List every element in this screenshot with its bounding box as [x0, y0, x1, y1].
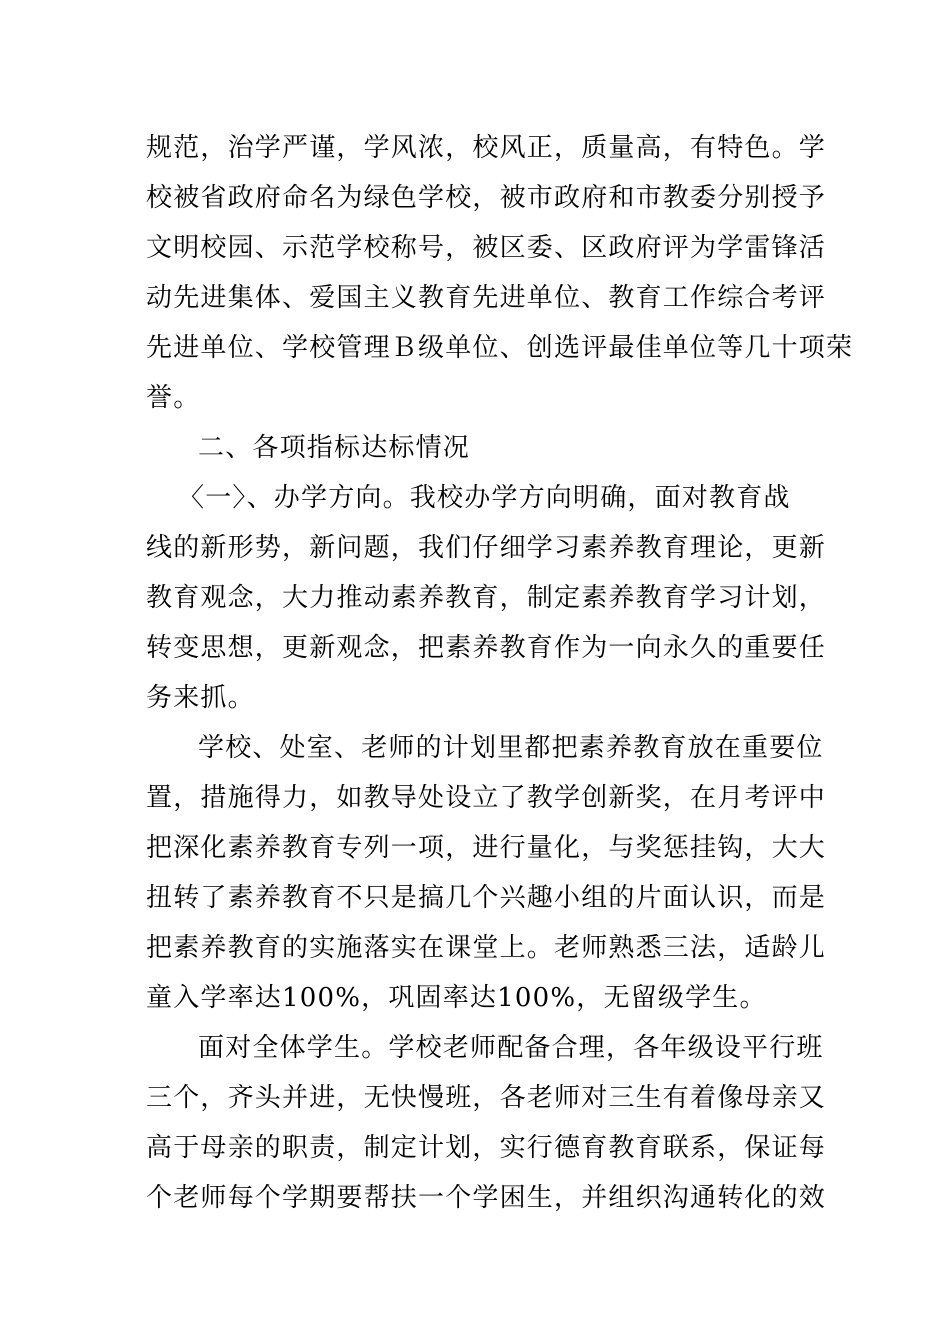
paragraph-3-line-4: 扭转了素养教育不只是搞几个兴趣小组的片面认识，而是 [146, 883, 827, 913]
paragraph-1-line-2: 校被省政府命名为绿色学校，被市政府和市教委分别授予 [146, 183, 827, 213]
paragraph-2-line-2: 线的新形势，新问题，我们仔细学习素养教育理论，更新 [146, 533, 827, 563]
section-heading-2: 二、各项指标达标情况 [198, 433, 471, 463]
paragraph-4-line-3: 高于母亲的职责，制定计划，实行德育教育联系，保证每 [146, 1133, 827, 1163]
paragraph-2-line-1: 〈一〉、办学方向。我校办学方向明确，面对教育战 [178, 483, 791, 513]
paragraph-1-line-3: 文明校园、示范学校称号，被区委、区政府评为学雷锋活 [146, 233, 827, 263]
paragraph-3-line-6: 童入学率达100%，巩固率达100%，无留级学生。 [146, 983, 767, 1013]
paragraph-1-line-1: 规范，治学严谨，学风浓，校风正，质量高，有特色。学 [146, 133, 827, 163]
paragraph-4-line-1: 面对全体学生。学校老师配备合理，各年级设平行班 [198, 1033, 824, 1063]
paragraph-3-line-2: 置，措施得力，如教导处设立了教学创新奖，在月考评中 [146, 783, 827, 813]
paragraph-4-line-4: 个老师每个学期要帮扶一个学困生，并组织沟通转化的效 [146, 1183, 827, 1213]
paragraph-4-line-2: 三个，齐头并进，无快慢班，各老师对三生有着像母亲又 [146, 1083, 827, 1113]
paragraph-1-line-4: 动先进集体、爱国主义教育先进单位、教育工作综合考评 [146, 283, 827, 313]
paragraph-2-line-4: 转变思想，更新观念，把素养教育作为一向永久的重要任 [146, 633, 827, 663]
paragraph-1-line-6: 誉。 [146, 383, 201, 413]
paragraph-3-line-1: 学校、处室、老师的计划里都把素养教育放在重要位 [198, 733, 824, 763]
paragraph-1-line-5: 先进单位、学校管理Ｂ级单位、创选评最佳单位等几十项荣 [146, 333, 854, 363]
paragraph-3-line-5: 把素养教育的实施落实在课堂上。老师熟悉三法，适龄儿 [146, 933, 827, 963]
paragraph-2-line-5: 务来抓。 [146, 683, 255, 713]
paragraph-3-line-3: 把深化素养教育专列一项，进行量化，与奖惩挂钩，大大 [146, 833, 827, 863]
paragraph-2-line-3: 教育观念，大力推动素养教育，制定素养教育学习计划， [146, 583, 827, 613]
